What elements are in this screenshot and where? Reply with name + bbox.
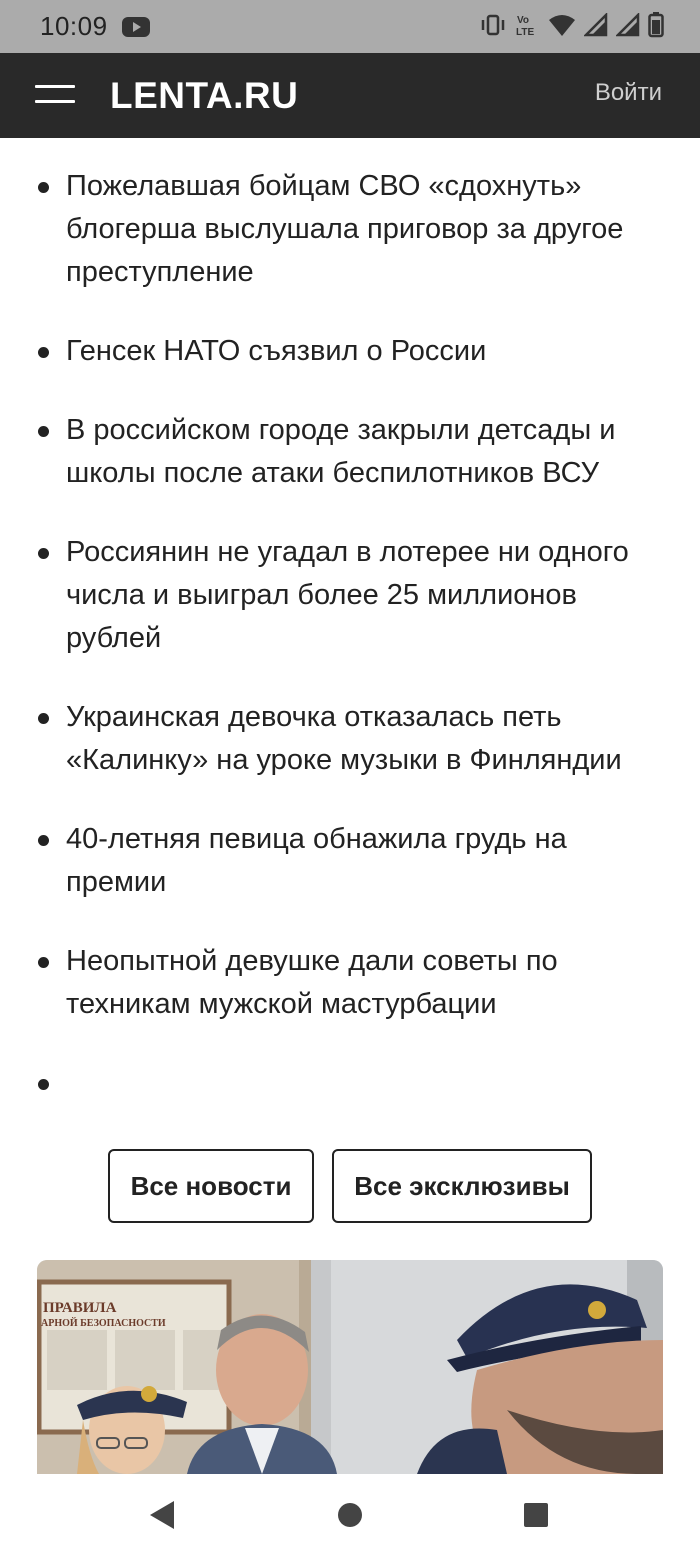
wifi-icon	[548, 13, 576, 37]
news-item[interactable]	[0, 940, 700, 1026]
news-item[interactable]	[0, 818, 700, 904]
login-link[interactable]: Войти	[594, 79, 662, 106]
recents-icon[interactable]	[522, 1498, 550, 1537]
svg-text:LTE: LTE	[516, 27, 535, 38]
back-icon[interactable]	[146, 1498, 176, 1537]
news-item[interactable]	[0, 531, 700, 660]
status-icons	[480, 12, 664, 38]
menu-icon[interactable]	[35, 83, 75, 105]
svg-text:Vo: Vo	[517, 15, 530, 26]
youtube-icon	[122, 17, 150, 37]
system-nav-bar	[0, 1474, 700, 1556]
bullet	[38, 713, 49, 724]
news-headline[interactable]: Украинская девочка отказалась петь «Калинку» на уроке музыки в Финляндии	[66, 701, 622, 776]
news-headline[interactable]: 40-летняя певица обнажила грудь на премии	[66, 823, 567, 898]
battery-icon	[648, 12, 664, 38]
status-bar	[0, 0, 700, 53]
site-header	[0, 53, 700, 138]
news-headline[interactable]: Генсек НАТО съязвил о России	[66, 335, 487, 367]
article-photo[interactable]	[37, 1260, 663, 1474]
bullet	[38, 957, 49, 968]
news-headline[interactable]: Пожелавшая бойцам СВО «сдохнуть» блогерша выслушала приговор за другое преступление	[66, 170, 624, 288]
volte-icon	[514, 12, 540, 38]
news-item[interactable]	[0, 165, 700, 294]
bullet	[38, 426, 49, 437]
site-logo[interactable]: LENTA.RU	[110, 75, 299, 116]
signal-icon	[616, 13, 640, 37]
news-headline[interactable]: Россиянин не угадал в лотерее ни одного числа и выиграл более 25 миллионов рублей	[66, 536, 629, 654]
news-list	[0, 165, 700, 1141]
photo-illustration	[37, 1260, 663, 1474]
home-icon[interactable]	[337, 1498, 363, 1537]
bullet	[38, 835, 49, 846]
signal-icon	[584, 13, 608, 37]
news-item[interactable]	[0, 330, 700, 373]
news-item-empty	[0, 1062, 700, 1105]
news-headline[interactable]: В российском городе закрыли детсады и школы после атаки беспилотников ВСУ	[66, 414, 616, 489]
news-headline[interactable]: Неопытной девушке дали советы по техникам мужской мастурбации	[66, 945, 558, 1020]
all-news-button[interactable]: Все новости	[108, 1149, 314, 1223]
sign-subtitle: АРНОЙ БЕЗОПАСНОСТИ	[41, 1318, 166, 1329]
bullet	[38, 1079, 49, 1090]
all-exclusives-button[interactable]: Все эксклюзивы	[332, 1149, 592, 1223]
vibrate-icon	[480, 13, 506, 37]
sign-title: ПРАВИЛА	[43, 1300, 117, 1316]
bullet	[38, 182, 49, 193]
status-time: 10:09	[40, 11, 108, 41]
bullet	[38, 548, 49, 559]
news-item[interactable]	[0, 696, 700, 782]
news-item[interactable]	[0, 409, 700, 495]
bullet	[38, 347, 49, 358]
